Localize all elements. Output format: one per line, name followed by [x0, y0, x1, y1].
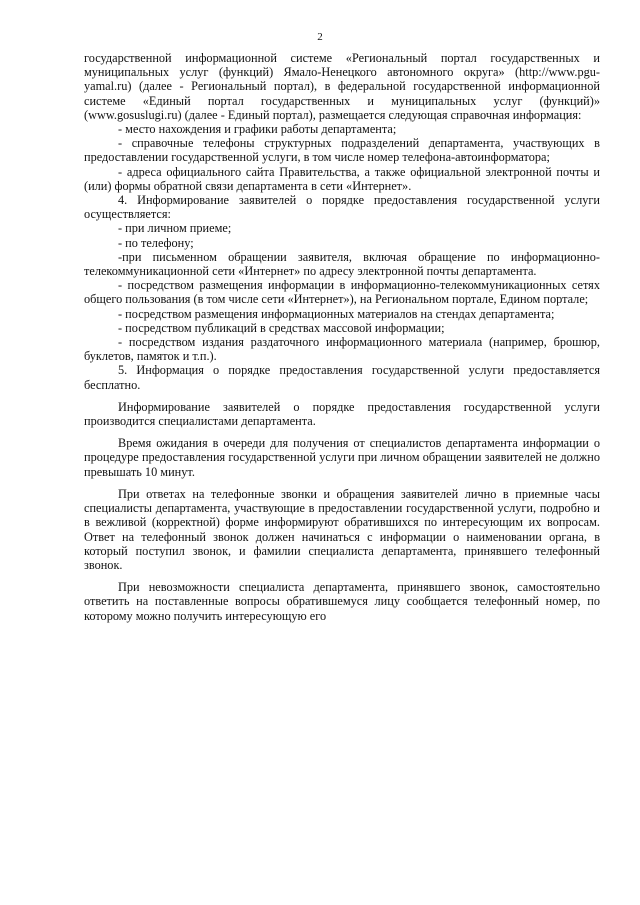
paragraph-phone-answers: При ответах на телефонные звонки и обращения заявителей лично в приемные часы специалисты департамента, участвующие в предоставлении государственной услуги, подробно и в вежливой (корректной) форме информируют обратившихся по интересующим их вопросам. Ответ на телефонный звонок должен начинаться с информации о наименовании органа, в который поступил звонок, и фамилии специалиста департамента, принявшего телефонный звонок. [84, 486, 600, 572]
list-item-phone: - по телефону; [118, 235, 194, 250]
document-body [84, 51, 600, 623]
list-item-phones: - справочные телефоны структурных подразделений департамента, участвующих в предоставлении государственной услуги, в том числе номер телефона-автоинформатора; [84, 136, 600, 165]
list-item-media: - посредством публикаций в средствах массовой информации; [118, 320, 445, 335]
paragraph-item-5: 5. Информация о порядке предоставления государственной услуги предоставляется бесплатно. [84, 363, 600, 392]
page-number: 2 [317, 31, 323, 43]
list-item-location: - место нахождения и графики работы департамента; [118, 122, 397, 137]
list-item-personal: - при личном приеме; [118, 221, 232, 236]
paragraph-specialists: Информирование заявителей о порядке предоставления государственной услуги производится специалистами департамента. [84, 399, 600, 429]
paragraph-unable-to-answer: При невозможности специалиста департамента, принявшего звонок, самостоятельно ответить на поставленные вопросы обратившемуся лицу сообщается телефонный номер, по которому можно получить интересующую его [84, 580, 600, 623]
paragraph-portal-info: государственной информационной системе «Региональный портал государственных и муниципальных услуг (функций) Ямало-Ненецкого автономного округа» (http://www.pgu-yamal.ru) (далее - Региональный портал), в федеральной государственной информационной системе «Единый портал государственных и муниципальных услуг (функций)» (www.gosuslugi.ru) (далее - Единый портал), размещается следующая справочная информация: [84, 51, 600, 122]
list-item-stands: - посредством размещения информационных материалов на стендах департамента; [118, 306, 555, 321]
list-item-handouts: - посредством издания раздаточного информационного материала (например, брошюр, буклетов, памяток и т.п.). [84, 335, 600, 364]
list-item-addresses: - адреса официального сайта Правительства, а также официальной электронной почты и (или) формы обратной связи департамента в сети «Интернет». [84, 164, 600, 193]
paragraph-waiting-time: Время ожидания в очереди для получения от специалистов департамента информации о процедуре предоставления государственной услуги при личном обращении заявителей не должно превышать 10 минут. [84, 436, 600, 479]
list-item-networks: - посредством размещения информации в информационно-телекоммуникационных сетях общего пользования (в том числе сети «Интернет»), на Региональном портале, Едином портале; [84, 278, 600, 307]
paragraph-item-4: 4. Информирование заявителей о порядке предоставления государственной услуги осуществляется: [84, 193, 600, 222]
list-item-written: -при письменном обращении заявителя, включая обращение по информационно-телекоммуникационной сети «Интернет» по адресу электронной почты департамента. [84, 249, 600, 279]
